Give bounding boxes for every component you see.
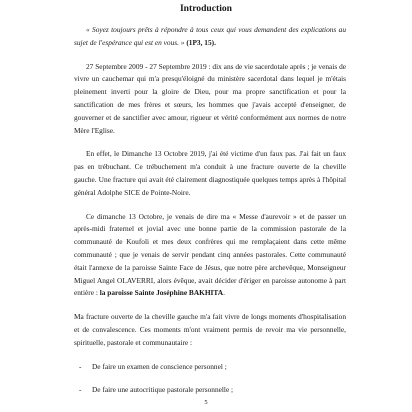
- paragraph-3-text: Ce dimanche 13 Octobre, je venais de dire ma « Messe d'aurevoir » et de passer un après-midi fraternel et jovial avec une bonne partie de la commission pastorale de la communauté de Koufoli et mes deux confrères qui me remplaçaient dans cette même communauté ; que je venais de servir pendant cinq années pastorales. Cette communauté était l'annexe de la paroisse Sainte Face de Jésus, que notre père archevêque, Monseigneur Miguel Angel OLAVERRI, alors évêque, avait décider d'ériger en paroisse autonome à part entière :: [74, 211, 346, 298]
- page-number: 5: [204, 399, 208, 406]
- epigraph-reference: (1P3, 15).: [186, 37, 216, 47]
- paragraph-3: [74, 211, 346, 301]
- epigraph-quote: « Soyez toujours prêts à répondre à tous ceux qui vous demandent des explications au sujet de l'espérance qui est en vous. »: [74, 25, 346, 47]
- document-body: [74, 24, 346, 408]
- paragraph-1: 27 Septembre 2009 - 27 Septembre 2019 : dix ans de vie sacerdotale après ; je venais de vivre un cauchemar qui m'a presqu'éloigné du ministère sacerdotal dans lequel je m'étais pleinement inverti pour la gloire de Dieu, pour ma propre sanctification et pour la sanctification de mes frères et sœurs, les hommes que j'avais accepté d'enseigner, de gouverner et de sanctifier avec amour, rigueur et vérité conformément aux normes de notre Mère l'Eglise.: [74, 61, 346, 135]
- paragraph-2: En effet, le Dimanche 13 Octobre 2019, j'ai été victime d'un faux pas. J'ai fait un faux pas en trébuchant. Ce trébuchement m'a conduit à une fracture ouverte de la cheville gauche. Une fracture qui avait été clairement diagnostiquée quelques temps après à l'hôpital général Adolphe SICE de Pointe-Noire.: [74, 149, 346, 197]
- parish-name: la paroisse Sainte Joséphine BAKHITA: [99, 288, 224, 298]
- page-title: Introduction: [179, 3, 233, 14]
- epigraph: [74, 24, 346, 50]
- list-item: - De faire un examen de conscience personnel ;: [74, 361, 346, 374]
- paragraph-3-end: .: [223, 288, 225, 298]
- list-item: - De faire une autocritique pastorale personnelle ;: [74, 384, 346, 397]
- paragraph-4: Ma fracture ouverte de la cheville gauche m'a fait vivre de longs moments d'hospitalisation et de convalescence. Ces moments m'ont vraiment permis de revoir ma vie personnelle, spirituelle, pastorale et communautaire :: [74, 312, 346, 347]
- reflection-list: [74, 361, 346, 398]
